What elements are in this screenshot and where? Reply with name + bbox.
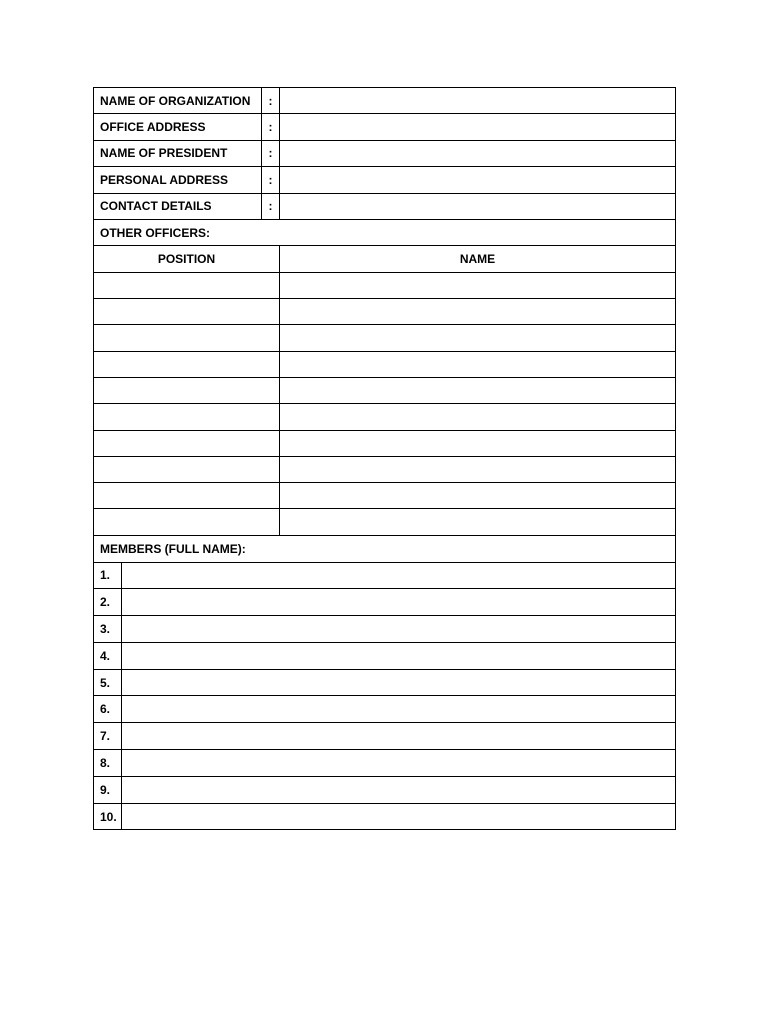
members-table bbox=[93, 535, 676, 831]
officer-row bbox=[94, 351, 676, 377]
member-number: 6. bbox=[94, 696, 122, 723]
officer-position-field[interactable] bbox=[94, 404, 280, 430]
officer-name-field[interactable] bbox=[280, 325, 676, 351]
colon: : bbox=[262, 167, 280, 193]
form-table bbox=[93, 87, 676, 220]
member-name-field[interactable] bbox=[122, 723, 676, 750]
field-office-address[interactable] bbox=[280, 114, 676, 140]
colon: : bbox=[262, 193, 280, 219]
officer-name-field[interactable] bbox=[280, 509, 676, 535]
member-row bbox=[94, 723, 676, 750]
officer-row bbox=[94, 325, 676, 351]
member-name-field[interactable] bbox=[122, 669, 676, 696]
member-name-field[interactable] bbox=[122, 642, 676, 669]
officer-row bbox=[94, 377, 676, 403]
officer-position-field[interactable] bbox=[94, 325, 280, 351]
officer-name-field[interactable] bbox=[280, 483, 676, 509]
member-number: 9. bbox=[94, 776, 122, 803]
officer-position-field[interactable] bbox=[94, 483, 280, 509]
colon: : bbox=[262, 140, 280, 166]
info-row-personal-address bbox=[94, 167, 676, 193]
officer-position-field[interactable] bbox=[94, 377, 280, 403]
officer-position-field[interactable] bbox=[94, 509, 280, 535]
officer-name-field[interactable] bbox=[280, 456, 676, 482]
member-name-field[interactable] bbox=[122, 696, 676, 723]
officer-row bbox=[94, 509, 676, 535]
member-row bbox=[94, 589, 676, 616]
officer-row bbox=[94, 299, 676, 325]
field-name-of-president[interactable] bbox=[280, 140, 676, 166]
officers-table bbox=[93, 219, 676, 536]
officer-name-field[interactable] bbox=[280, 272, 676, 298]
member-number: 2. bbox=[94, 589, 122, 616]
officer-position-field[interactable] bbox=[94, 272, 280, 298]
officers-title-row bbox=[94, 219, 676, 245]
officer-position-field[interactable] bbox=[94, 456, 280, 482]
info-row-president bbox=[94, 140, 676, 166]
member-number: 10. bbox=[94, 803, 122, 830]
label-name-of-president: NAME OF PRESIDENT bbox=[94, 140, 262, 166]
officer-row bbox=[94, 404, 676, 430]
member-name-field[interactable] bbox=[122, 616, 676, 643]
label-office-address: OFFICE ADDRESS bbox=[94, 114, 262, 140]
colon: : bbox=[262, 114, 280, 140]
colon: : bbox=[262, 88, 280, 114]
officer-name-field[interactable] bbox=[280, 299, 676, 325]
field-contact-details[interactable] bbox=[280, 193, 676, 219]
member-name-field[interactable] bbox=[122, 750, 676, 777]
member-row bbox=[94, 562, 676, 589]
label-personal-address: PERSONAL ADDRESS bbox=[94, 167, 262, 193]
member-number: 4. bbox=[94, 642, 122, 669]
info-row-contact-details bbox=[94, 193, 676, 219]
officer-row bbox=[94, 272, 676, 298]
column-header-position: POSITION bbox=[94, 246, 280, 272]
info-row-organization bbox=[94, 88, 676, 114]
officers-section-title: OTHER OFFICERS: bbox=[94, 219, 676, 245]
officer-row bbox=[94, 483, 676, 509]
member-row bbox=[94, 803, 676, 830]
member-row bbox=[94, 669, 676, 696]
officers-header-row bbox=[94, 246, 676, 272]
officer-position-field[interactable] bbox=[94, 299, 280, 325]
member-number: 5. bbox=[94, 669, 122, 696]
field-name-of-organization[interactable] bbox=[280, 88, 676, 114]
member-name-field[interactable] bbox=[122, 562, 676, 589]
members-section-title: MEMBERS (FULL NAME): bbox=[94, 535, 676, 562]
officer-row bbox=[94, 456, 676, 482]
member-row bbox=[94, 696, 676, 723]
member-name-field[interactable] bbox=[122, 589, 676, 616]
member-name-field[interactable] bbox=[122, 776, 676, 803]
label-name-of-organization: NAME OF ORGANIZATION bbox=[94, 88, 262, 114]
member-row bbox=[94, 750, 676, 777]
member-number: 3. bbox=[94, 616, 122, 643]
member-row bbox=[94, 642, 676, 669]
organization-form bbox=[93, 87, 675, 830]
officer-name-field[interactable] bbox=[280, 430, 676, 456]
officer-row bbox=[94, 430, 676, 456]
officer-position-field[interactable] bbox=[94, 351, 280, 377]
officer-name-field[interactable] bbox=[280, 351, 676, 377]
officer-position-field[interactable] bbox=[94, 430, 280, 456]
label-contact-details: CONTACT DETAILS bbox=[94, 193, 262, 219]
column-header-name: NAME bbox=[280, 246, 676, 272]
officer-name-field[interactable] bbox=[280, 377, 676, 403]
officer-name-field[interactable] bbox=[280, 404, 676, 430]
member-name-field[interactable] bbox=[122, 803, 676, 830]
member-row bbox=[94, 776, 676, 803]
member-number: 7. bbox=[94, 723, 122, 750]
info-row-office-address bbox=[94, 114, 676, 140]
member-number: 8. bbox=[94, 750, 122, 777]
field-personal-address[interactable] bbox=[280, 167, 676, 193]
members-title-row bbox=[94, 535, 676, 562]
member-number: 1. bbox=[94, 562, 122, 589]
member-row bbox=[94, 616, 676, 643]
